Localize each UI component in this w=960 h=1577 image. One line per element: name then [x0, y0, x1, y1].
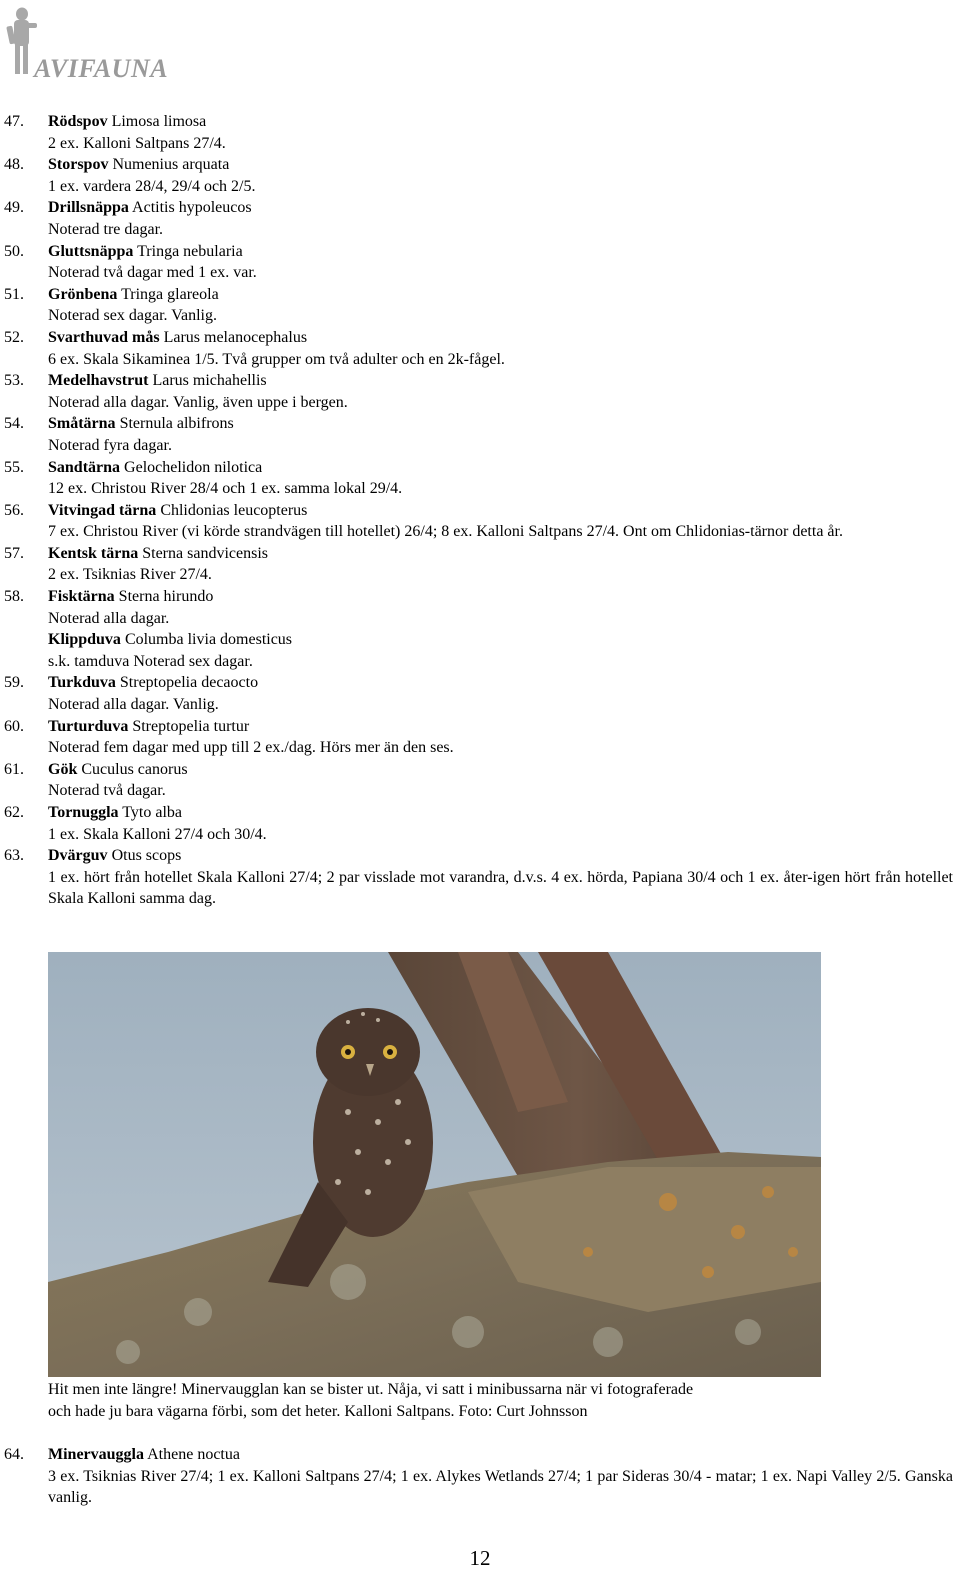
species-name: Sandtärna: [48, 458, 121, 476]
species-entry: [0, 586, 960, 629]
species-name: Rödspov: [48, 113, 108, 130]
species-note: Noterad två dagar.: [48, 782, 166, 800]
photo-image: [48, 952, 821, 1377]
species-entry: [0, 845, 960, 910]
species-note: 12 ex. Christou River 28/4 och 1 ex. samma lokal 29/4.: [48, 480, 403, 498]
photo-caption: [48, 1379, 828, 1423]
latin-name: Actitis hypoleucos: [132, 199, 252, 217]
species-entry: [0, 241, 960, 284]
species-note: Noterad fem dagar med upp till 2 ex./dag. Hörs mer än den ses.: [48, 739, 454, 757]
species-note: Noterad alla dagar. Vanlig, även uppe i bergen.: [48, 393, 348, 411]
species-list: [0, 111, 960, 910]
species-note: Noterad sex dagar. Vanlig.: [48, 307, 217, 325]
entry-number: 58.: [4, 588, 24, 606]
entry-number: 61.: [4, 760, 24, 778]
species-name: Medelhavstrut: [48, 372, 149, 390]
latin-name: Streptopelia turtur: [132, 717, 250, 735]
species-name: Gök: [48, 760, 78, 778]
entry-number: 51.: [4, 285, 24, 303]
species-name: Gluttsnäppa: [48, 242, 134, 260]
species-note: 1 ex. vardera 28/4, 29/4 och 2/5.: [48, 177, 256, 195]
species-note: 1 ex. Skala Kalloni 27/4 och 30/4.: [48, 825, 267, 843]
species-name: Minervauggla: [48, 1446, 144, 1463]
entry-number: 48.: [4, 156, 24, 174]
species-note: 3 ex. Tsiknias River 27/4; 1 ex. Kalloni Saltpans 27/4; 1 ex. Alykes Wetlands 27/4; 1 par Sideras 30/4 - matar; 1 ex. Napi Valley 2/5. Ganska vanlig.: [48, 1467, 953, 1507]
logo-text: AVIFAUNA: [34, 54, 169, 83]
entry-number: 60.: [4, 717, 24, 735]
species-entry: [0, 500, 960, 543]
species-note: 2 ex. Kalloni Saltpans 27/4.: [48, 134, 226, 152]
latin-name: Gelochelidon nilotica: [124, 458, 263, 476]
species-name: Kentsk tärna: [48, 544, 139, 562]
entry-number: 47.: [4, 113, 24, 130]
species-entry: [0, 672, 960, 715]
species-note: Noterad alla dagar. Vanlig.: [48, 696, 219, 714]
species-entry: [0, 154, 960, 197]
species-entry: [0, 413, 960, 456]
little-owl-photo: [48, 952, 821, 1377]
species-note: Noterad tre dagar.: [48, 220, 164, 238]
species-name: Drillsnäppa: [48, 199, 129, 217]
latin-name: Limosa limosa: [111, 113, 207, 130]
latin-name: Streptopelia decaocto: [119, 674, 259, 692]
species-entry: [0, 370, 960, 413]
species-note: 1 ex. hört från hotellet Skala Kalloni 27/4; 2 par visslade mot varandra, d.v.s. 4 ex. hörda, Papiana 30/4 och 1 ex. åter-igen hört från hotellet Skala Kalloni samma dag.: [48, 868, 953, 908]
entry-number: 56.: [4, 501, 24, 519]
species-entry-64: [0, 1444, 960, 1509]
species-entry: [0, 457, 960, 500]
latin-name: Cuculus canorus: [81, 760, 188, 778]
caption-line-1: Hit men inte längre! Minervaugglan kan se bister ut. Nåja, vi satt i minibussarna när vi fotograferade: [48, 1381, 694, 1398]
species-entry: [0, 802, 960, 845]
latin-name: Tyto alba: [122, 804, 183, 821]
species-name: Svarthuvad mås: [48, 328, 160, 346]
entry-number: 55.: [4, 458, 24, 476]
species-name: Fisktärna: [48, 588, 115, 606]
entry-number: 50.: [4, 242, 24, 260]
species-note: Noterad två dagar med 1 ex. var.: [48, 264, 257, 282]
entry-number: 59.: [4, 674, 24, 692]
page-number: 12: [469, 1546, 491, 1570]
latin-name: Columba livia domesticus: [124, 631, 293, 649]
latin-name: Sterna hirundo: [118, 588, 214, 606]
species-entry: [0, 759, 960, 802]
species-name: Turturduva: [48, 717, 129, 735]
species-entry: [0, 327, 960, 370]
entry-number: 49.: [4, 199, 24, 217]
species-name: Grönbena: [48, 285, 118, 303]
latin-name: Larus melanocephalus: [163, 328, 308, 346]
species-name: Småtärna: [48, 415, 116, 433]
species-note: Noterad fyra dagar.: [48, 436, 172, 454]
latin-name: Sternula albifrons: [119, 415, 234, 433]
species-entry: [0, 284, 960, 327]
species-name: Vitvingad tärna: [48, 501, 157, 519]
species-entry: [0, 543, 960, 586]
latin-name: Sterna sandvicensis: [142, 544, 268, 562]
entry-number: 53.: [4, 372, 24, 390]
entry-number: 54.: [4, 415, 24, 433]
species-note: 6 ex. Skala Sikaminea 1/5. Två grupper om två adulter och en 2k-fågel.: [48, 350, 505, 368]
species-name: Klippduva: [48, 631, 121, 649]
entry-number: 62.: [4, 804, 24, 821]
species-entry: [0, 629, 960, 672]
entry-number: 63.: [4, 847, 24, 865]
species-note: s.k. tamduva Noterad sex dagar.: [48, 652, 253, 670]
species-entry: [0, 716, 960, 759]
species-entry: [0, 111, 960, 154]
entry-number: 57.: [4, 544, 24, 562]
latin-name: Athene noctua: [147, 1446, 240, 1463]
species-note: Noterad alla dagar.: [48, 609, 170, 627]
latin-name: Tringa nebularia: [137, 242, 243, 260]
species-entry: [0, 197, 960, 240]
species-name: Tornuggla: [48, 804, 119, 821]
latin-name: Numenius arquata: [112, 156, 230, 174]
species-name: Storspov: [48, 156, 109, 174]
species-name: Dvärguv: [48, 847, 108, 865]
latin-name: Tringa glareola: [121, 285, 219, 303]
avifauna-logo: [4, 6, 184, 83]
entry-number: 64.: [4, 1446, 24, 1463]
caption-line-2: och hade ju bara vägarna förbi, som det heter. Kalloni Saltpans. Foto: Curt Johnsson: [48, 1403, 588, 1420]
species-name: Turkduva: [48, 674, 116, 692]
entry-number: 52.: [4, 328, 24, 346]
latin-name: Chlidonias leucopterus: [160, 501, 308, 519]
latin-name: Larus michahellis: [152, 372, 267, 390]
species-note: 2 ex. Tsiknias River 27/4.: [48, 566, 212, 584]
species-note: 7 ex. Christou River (vi körde strandvägen till hotellet) 26/4; 8 ex. Kalloni Saltpans 27/4. Ont om Chlidonias-tärnor detta år.: [48, 523, 843, 541]
latin-name: Otus scops: [111, 847, 182, 865]
